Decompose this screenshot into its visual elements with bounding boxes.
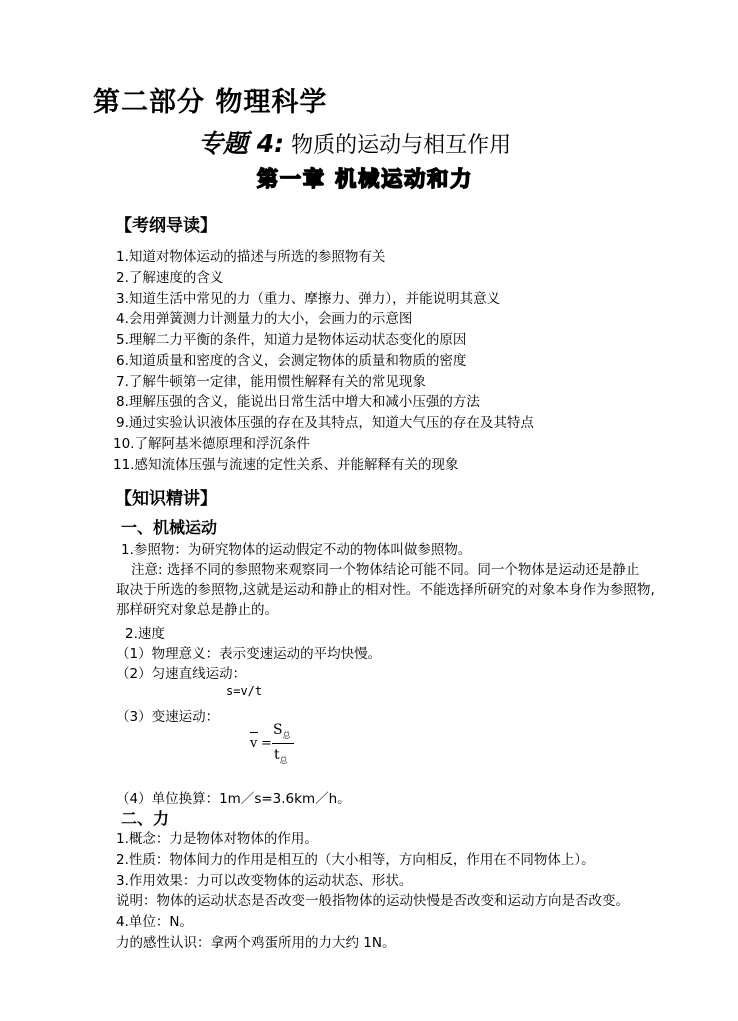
syllabus-item: 2.了解速度的含义 xyxy=(116,270,224,286)
force-perception: 力的感性认识：拿两个鸡蛋所用的力大约 1N。 xyxy=(116,935,396,951)
syllabus-item: 9.通过实验认识液体压强的存在及其特点，知道大气压的存在及其特点 xyxy=(116,415,534,431)
uniform-formula: s=v/t xyxy=(226,684,263,698)
fraction-line xyxy=(272,743,294,744)
topic-rest: 物质的运动与相互作用 xyxy=(284,133,512,158)
knowledge-heading: 【知识精讲】 xyxy=(115,489,217,509)
force-concept: 1.概念：力是物体对物体的作用。 xyxy=(116,831,318,847)
force-heading: 二、力 xyxy=(121,809,170,828)
reference-definition: 1.参照物：为研究物体的运动假定不动的物体叫做参照物。 xyxy=(121,542,472,558)
force-unit: 4.单位：N。 xyxy=(116,914,193,930)
uniform-motion: （2）匀速直线运动： xyxy=(116,666,247,682)
syllabus-item: 4.会用弹簧测力计测量力的大小，会画力的示意图 xyxy=(116,311,413,327)
note-line: 那样研究对象总是静止的。 xyxy=(116,602,278,618)
syllabus-item: 3.知道生活中常见的力（重力、摩擦力、弹力），并能说明其意义 xyxy=(116,291,501,307)
note-line: 注意: 选择不同的参照物来观察同一个物体结论可能不同。同一个物体是运动还是静止 xyxy=(131,562,640,578)
average-speed-formula xyxy=(248,722,308,770)
unit-conversion: （4）单位换算：1m／s=3.6km／h。 xyxy=(116,791,351,807)
syllabus-item: 11.感知流体压强与流速的定性关系、并能解释有关的现象 xyxy=(113,457,459,473)
syllabus-item: 7.了解牛顿第一定律，能用惯性解释有关的常见现象 xyxy=(116,374,426,390)
syllabus-item: 6.知道质量和密度的含义，会测定物体的质量和物质的密度 xyxy=(116,353,467,369)
syllabus-item: 10.了解阿基米德原理和浮沉条件 xyxy=(113,436,310,452)
topic-lead: 专题 4: xyxy=(198,129,285,158)
note-line: 取决于所选的参照物,这就是运动和静止的相对性。不能选择所研究的对象本身作为参照物, xyxy=(116,582,655,598)
avg-eq: = xyxy=(261,736,272,751)
speed-meaning: （1）物理意义：表示变速运动的平均快慢。 xyxy=(116,646,382,662)
part-title: 第二部分 物理科学 xyxy=(93,87,328,118)
avg-v: v xyxy=(250,736,257,751)
motion-heading: 一、机械运动 xyxy=(121,518,218,537)
syllabus-heading: 【考纲导读】 xyxy=(115,216,217,236)
avg-numerator: $S_总$ xyxy=(273,722,291,740)
syllabus-item: 5.理解二力平衡的条件，知道力是物体运动状态变化的原因 xyxy=(116,332,467,348)
chapter-title: 第一章 机械运动和力 xyxy=(257,167,474,191)
force-effect: 3.作用效果：力可以改变物体的运动状态、形状。 xyxy=(116,873,413,889)
topic-title xyxy=(198,124,511,160)
speed-heading: 2.速度 xyxy=(125,626,165,642)
force-nature: 2.性质：物体间力的作用是相互的（大小相等，方向相反，作用在不同物体上）。 xyxy=(116,852,595,868)
force-explain: 说明：物体的运动状态是否改变一般指物体的运动快慢是否改变和运动方向是否改变。 xyxy=(116,893,629,909)
avg-denominator: $t_总$ xyxy=(274,747,288,765)
variable-motion: （3）变速运动： xyxy=(116,709,220,725)
syllabus-item: 1.知道对物体运动的描述与所选的参照物有关 xyxy=(116,249,386,265)
syllabus-item: 8.理解压强的含义，能说出日常生活中增大和减小压强的方法 xyxy=(116,394,480,410)
